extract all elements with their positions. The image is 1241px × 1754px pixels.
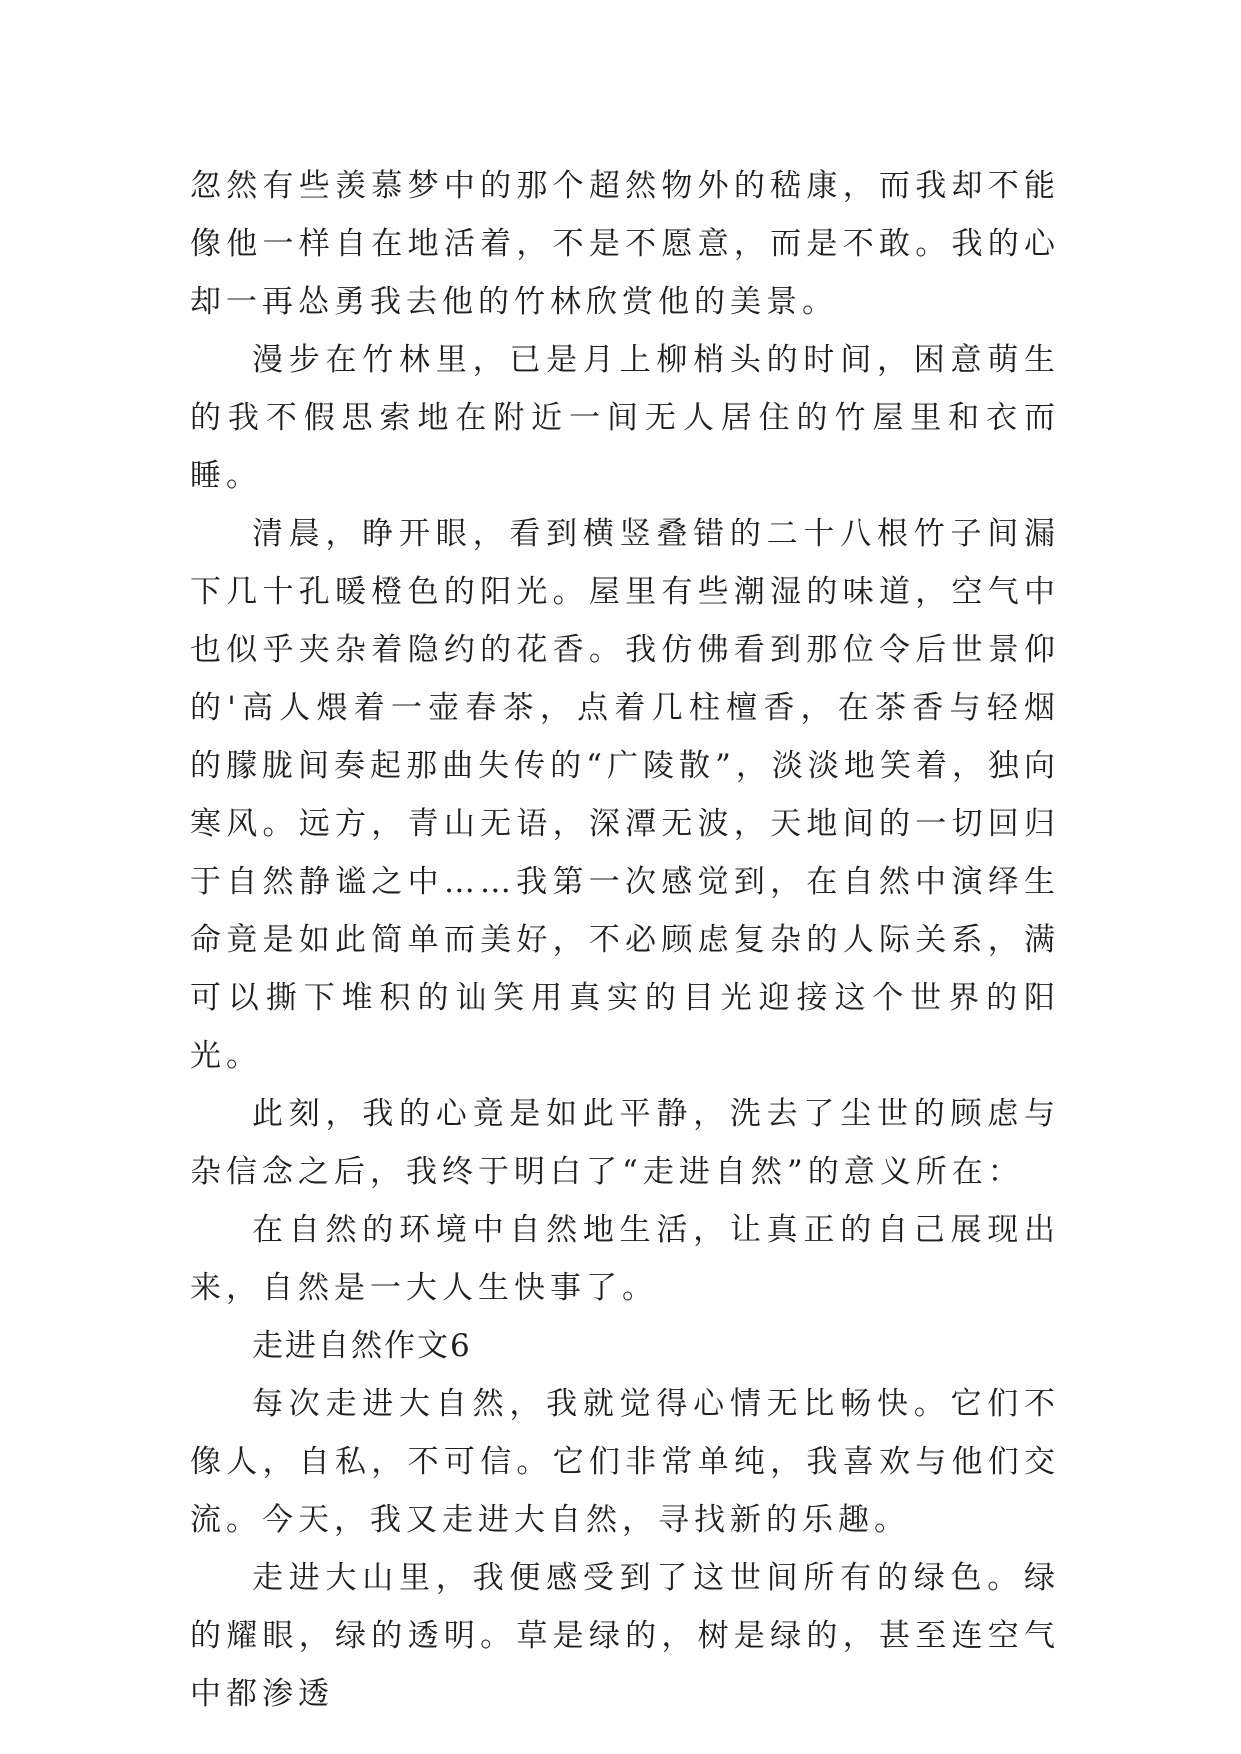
document-body	[190, 157, 1060, 1723]
paragraph-4: 此刻，我的心竟是如此平静，洗去了尘世的顾虑与杂信念之后，我终于明白了“走进自然”的意义所在：	[190, 1096, 1060, 1190]
paragraph-6: 每次走进大自然，我就觉得心情无比畅快。它们不像人，自私，不可信。它们非常单纯，我喜欢与他们交流。今天，我又走进大自然，寻找新的乐趣。	[190, 1386, 1060, 1538]
paragraph-7: 走进大山里，我便感受到了这世间所有的绿色。绿的耀眼，绿的透明。草是绿的，树是绿的，甚至连空气中都渗透	[190, 1560, 1060, 1712]
paragraph-5: 在自然的环境中自然地生活，让真正的自己展现出来，自然是一大人生快事了。	[190, 1212, 1060, 1306]
paragraph-1: 忽然有些羡慕梦中的那个超然物外的嵇康，而我却不能像他一样自在地活着，不是不愿意，而是不敢。我的心却一再怂勇我去他的竹林欣赏他的美景。	[190, 168, 1060, 320]
paragraph-3: 清晨，睁开眼，看到横竖叠错的二十八根竹子间漏下几十孔暖橙色的阳光。屋里有些潮湿的味道，空气中也似乎夹杂着隐约的花香。我仿佛看到那位令后世景仰的'高人煨着一壶春茶，点着几柱檀香，在茶香与轻烟的朦胧间奏起那曲失传的“广陵散”，淡淡地笑着，独向寒风。远方，青山无语，深潭无波，天地间的一切回归于自然静谧之中……我第一次感觉到，在自然中演绎生命竟是如此简单而美好，不必顾虑复杂的人际关系，满可以撕下堆积的讪笑用真实的目光迎接这个世界的阳光。	[190, 516, 1060, 1074]
paragraph-2: 漫步在竹林里，已是月上柳梢头的时间，困意萌生的我不假思索地在附近一间无人居住的竹屋里和衣而睡。	[190, 342, 1060, 494]
section-heading: 走进自然作文6	[252, 1328, 472, 1364]
